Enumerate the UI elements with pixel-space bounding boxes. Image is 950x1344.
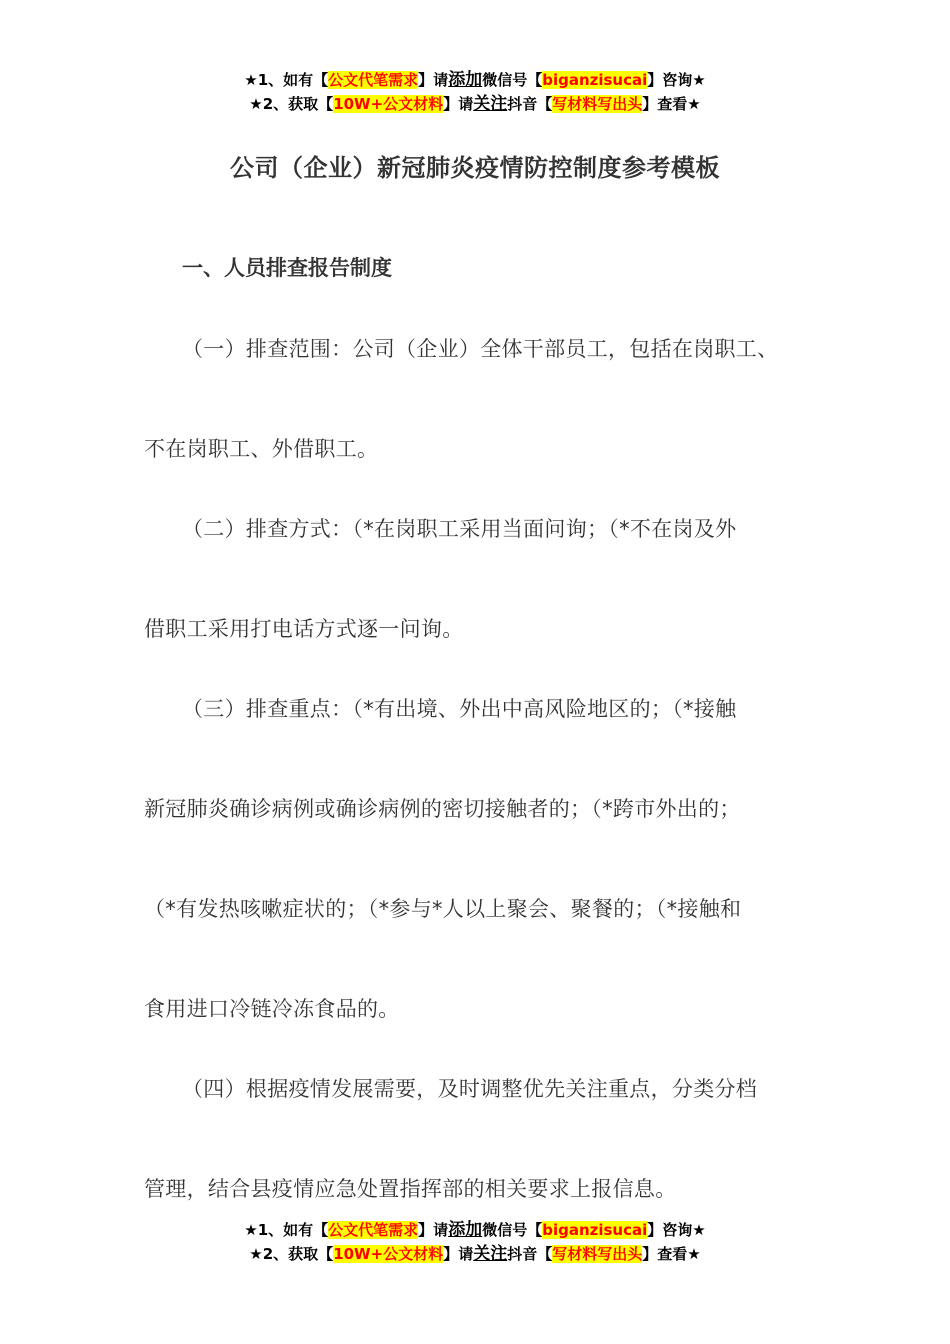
body-line: （*有发热咳嗽症状的；（*参与*人以上聚会、聚餐的；（*接触和 (144, 897, 742, 921)
banner-text: 】查看★ (642, 95, 701, 113)
banner-highlight: 10W+公文材料 (333, 1245, 444, 1263)
banner-text: 】请 (443, 95, 474, 113)
banner-highlight: 10W+公文材料 (333, 95, 444, 113)
body-line: （四）根据疫情发展需要，及时调整优先关注重点，分类分档 (182, 1077, 758, 1101)
banner-highlight: 公文代笔需求 (328, 1221, 419, 1239)
body-line: 食用进口冷链冷冻食品的。 (144, 997, 400, 1021)
banner-text: 】咨询★ (647, 71, 706, 89)
bottom-banner (0, 1218, 950, 1266)
banner-highlight: 写材料写出头 (552, 95, 643, 113)
banner-highlight: biganzisucai (542, 71, 648, 89)
banner-highlight: 写材料写出头 (552, 1245, 643, 1263)
banner-text: 】请 (418, 1221, 449, 1239)
banner-highlight: 公文代笔需求 (328, 71, 419, 89)
banner-text: 】请 (443, 1245, 474, 1263)
banner-line-1 (0, 1218, 950, 1242)
banner-underlined: 关注 (473, 1244, 508, 1264)
banner-line-1 (0, 68, 950, 92)
banner-text: 微信号【 (482, 1221, 543, 1239)
banner-text: 微信号【 (482, 71, 543, 89)
top-banner (0, 68, 950, 116)
document-title: 公司（企业）新冠肺炎疫情防控制度参考模板 (230, 154, 720, 182)
banner-text: 抖音【 (507, 95, 553, 113)
banner-underlined: 添加 (448, 1220, 483, 1240)
body-line: （三）排查重点：（*有出境、外出中高风险地区的；（*接触 (182, 697, 737, 721)
body-line: 新冠肺炎确诊病例或确诊病例的密切接触者的；（*跨市外出的； (144, 797, 741, 821)
banner-line-2 (0, 1242, 950, 1266)
banner-line-2 (0, 92, 950, 116)
body-line: 借职工采用打电话方式逐一问询。 (144, 617, 464, 641)
banner-highlight: biganzisucai (542, 1221, 648, 1239)
body-line: 管理，结合县疫情应急处置指挥部的相关要求上报信息。 (144, 1177, 677, 1201)
banner-text: ★1、如有【 (244, 1221, 329, 1239)
banner-text: 】查看★ (642, 1245, 701, 1263)
body-line: （二）排查方式：（*在岗职工采用当面问询；（*不在岗及外 (182, 517, 737, 541)
banner-text: 抖音【 (507, 1245, 553, 1263)
banner-text: ★1、如有【 (244, 71, 329, 89)
section-heading: 一、人员排查报告制度 (182, 256, 392, 280)
body-line: 不在岗职工、外借职工。 (144, 437, 379, 461)
banner-underlined: 关注 (473, 94, 508, 114)
banner-text: 】咨询★ (647, 1221, 706, 1239)
banner-text: 】请 (418, 71, 449, 89)
body-line: （一）排查范围：公司（企业）全体干部员工，包括在岗职工、 (182, 337, 779, 361)
banner-underlined: 添加 (448, 70, 483, 90)
banner-text: ★2、获取【 (249, 1245, 334, 1263)
banner-text: ★2、获取【 (249, 95, 334, 113)
